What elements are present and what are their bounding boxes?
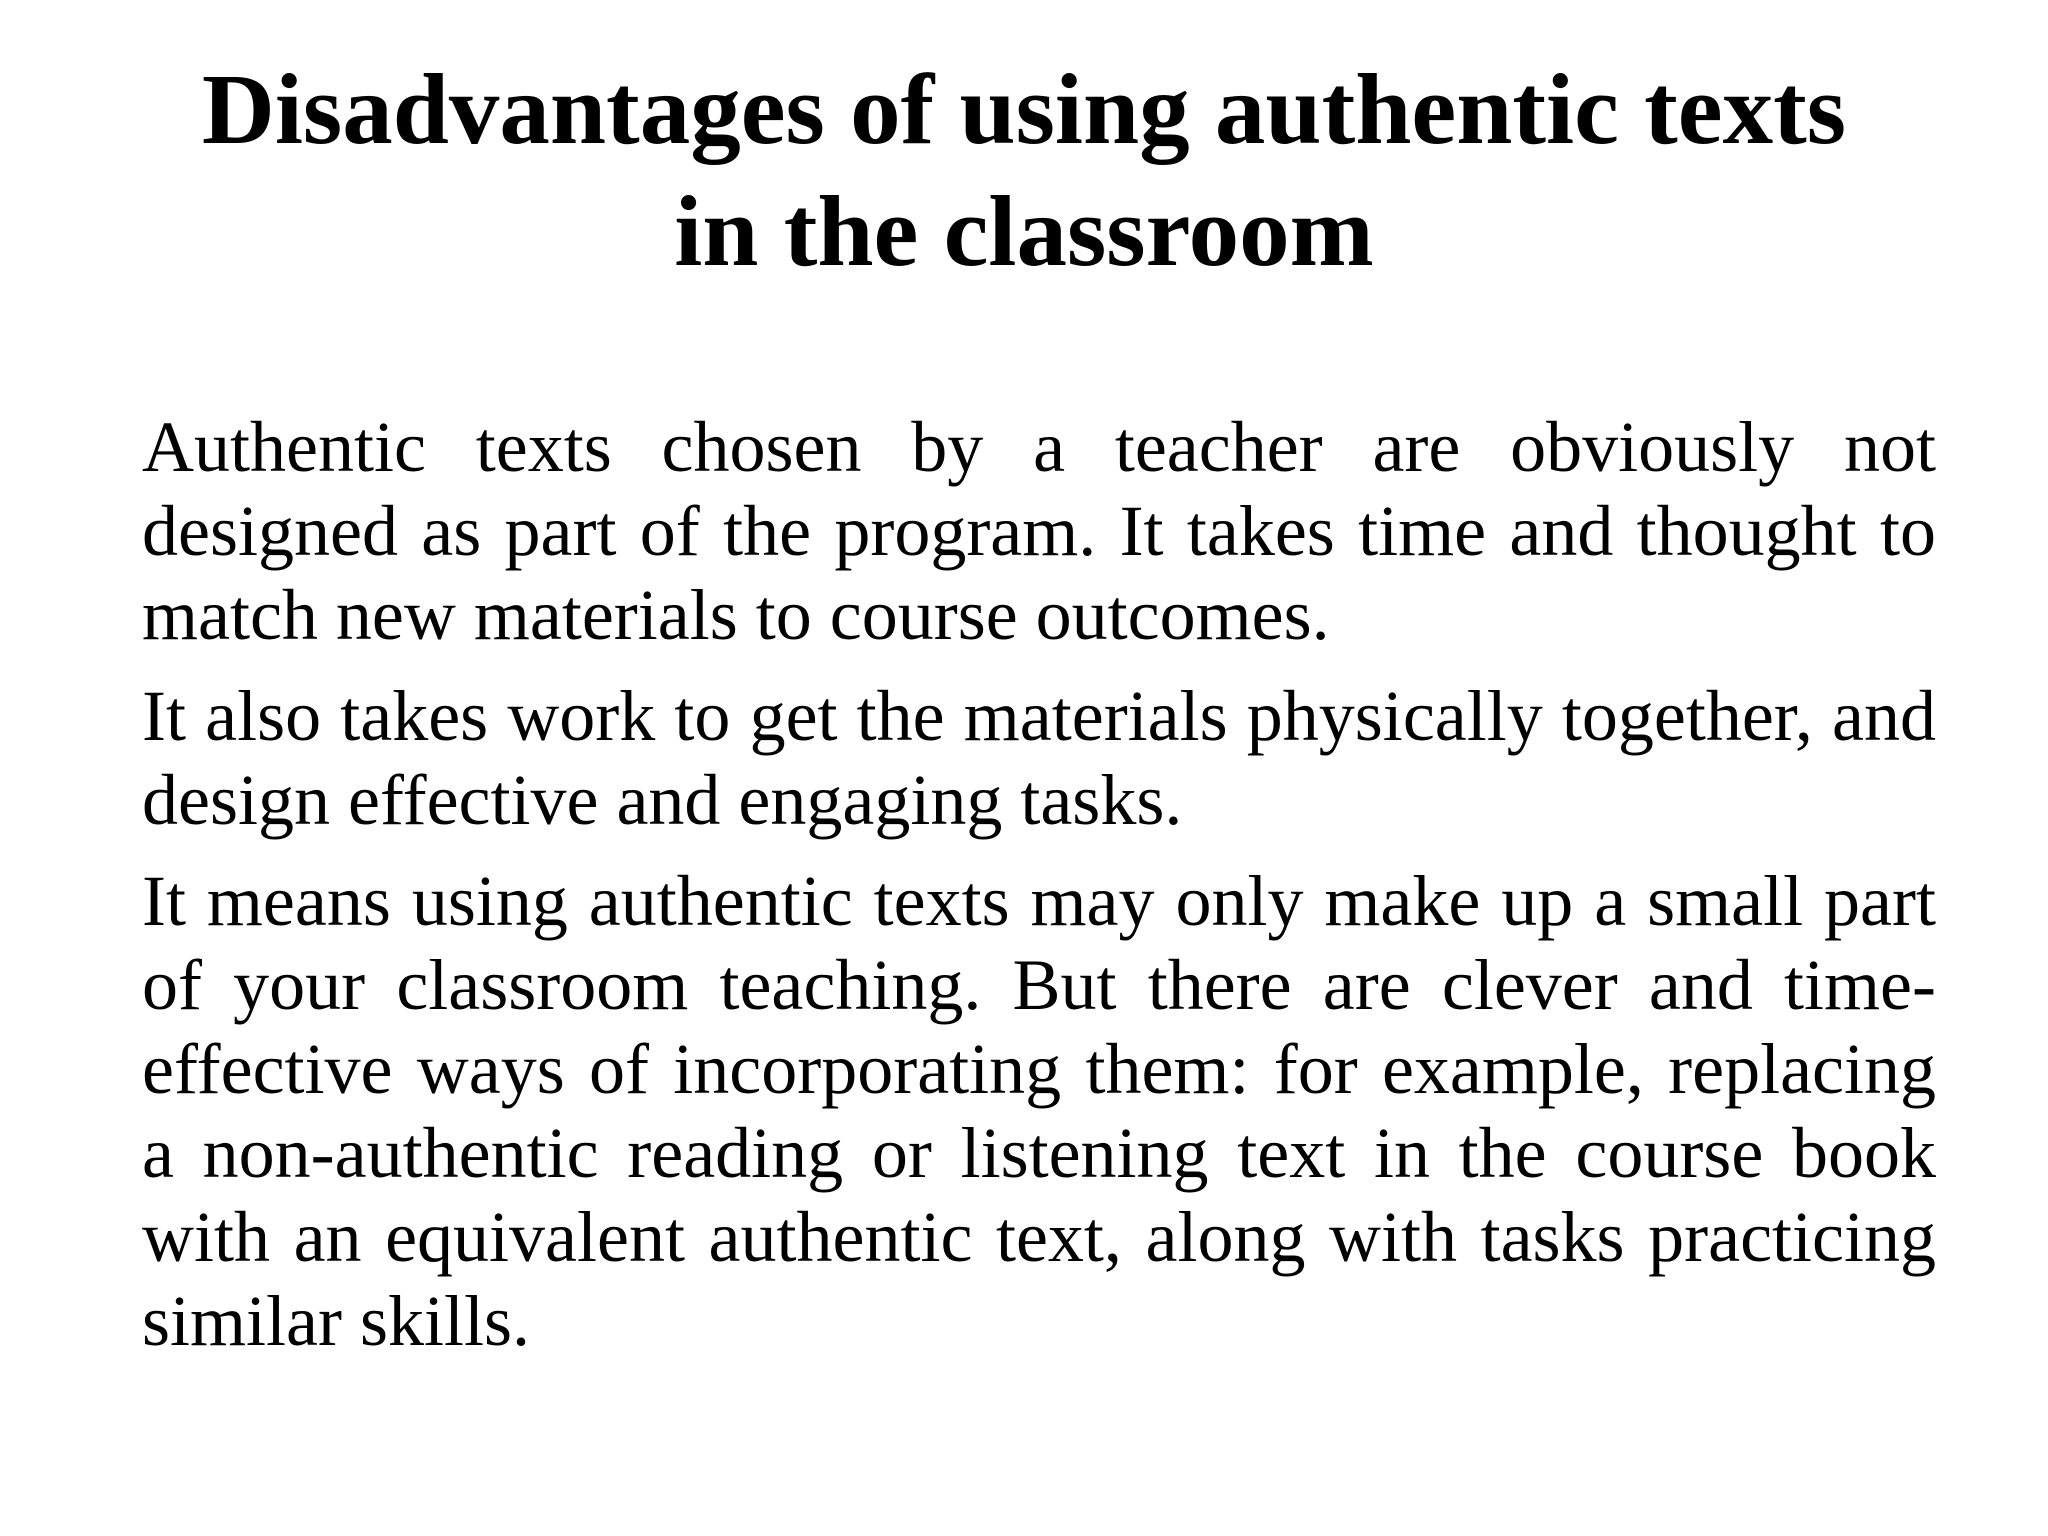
slide-title-line-2: in the classroom: [674, 175, 1374, 287]
slide-body: [142, 405, 1936, 1380]
slide-title: [0, 48, 2048, 292]
body-paragraph-3: It means using authentic texts may only make up a small part of your classroom teaching. But there are clever and time-effective ways of incorporating them: for example, replacing a non-authentic reading or listening text in the course book with an equivalent authentic text, along with tasks practicing similar skills.: [142, 861, 1936, 1361]
body-paragraph-1: Authentic texts chosen by a teacher are obviously not designed as part of the program. It takes time and thought to match new materials to course outcomes.: [142, 407, 1936, 655]
slide-title-line-1: Disadvantages of using authentic texts: [201, 53, 1847, 165]
body-paragraph-2: It also takes work to get the materials physically together, and design effective and engaging tasks.: [142, 676, 1936, 840]
